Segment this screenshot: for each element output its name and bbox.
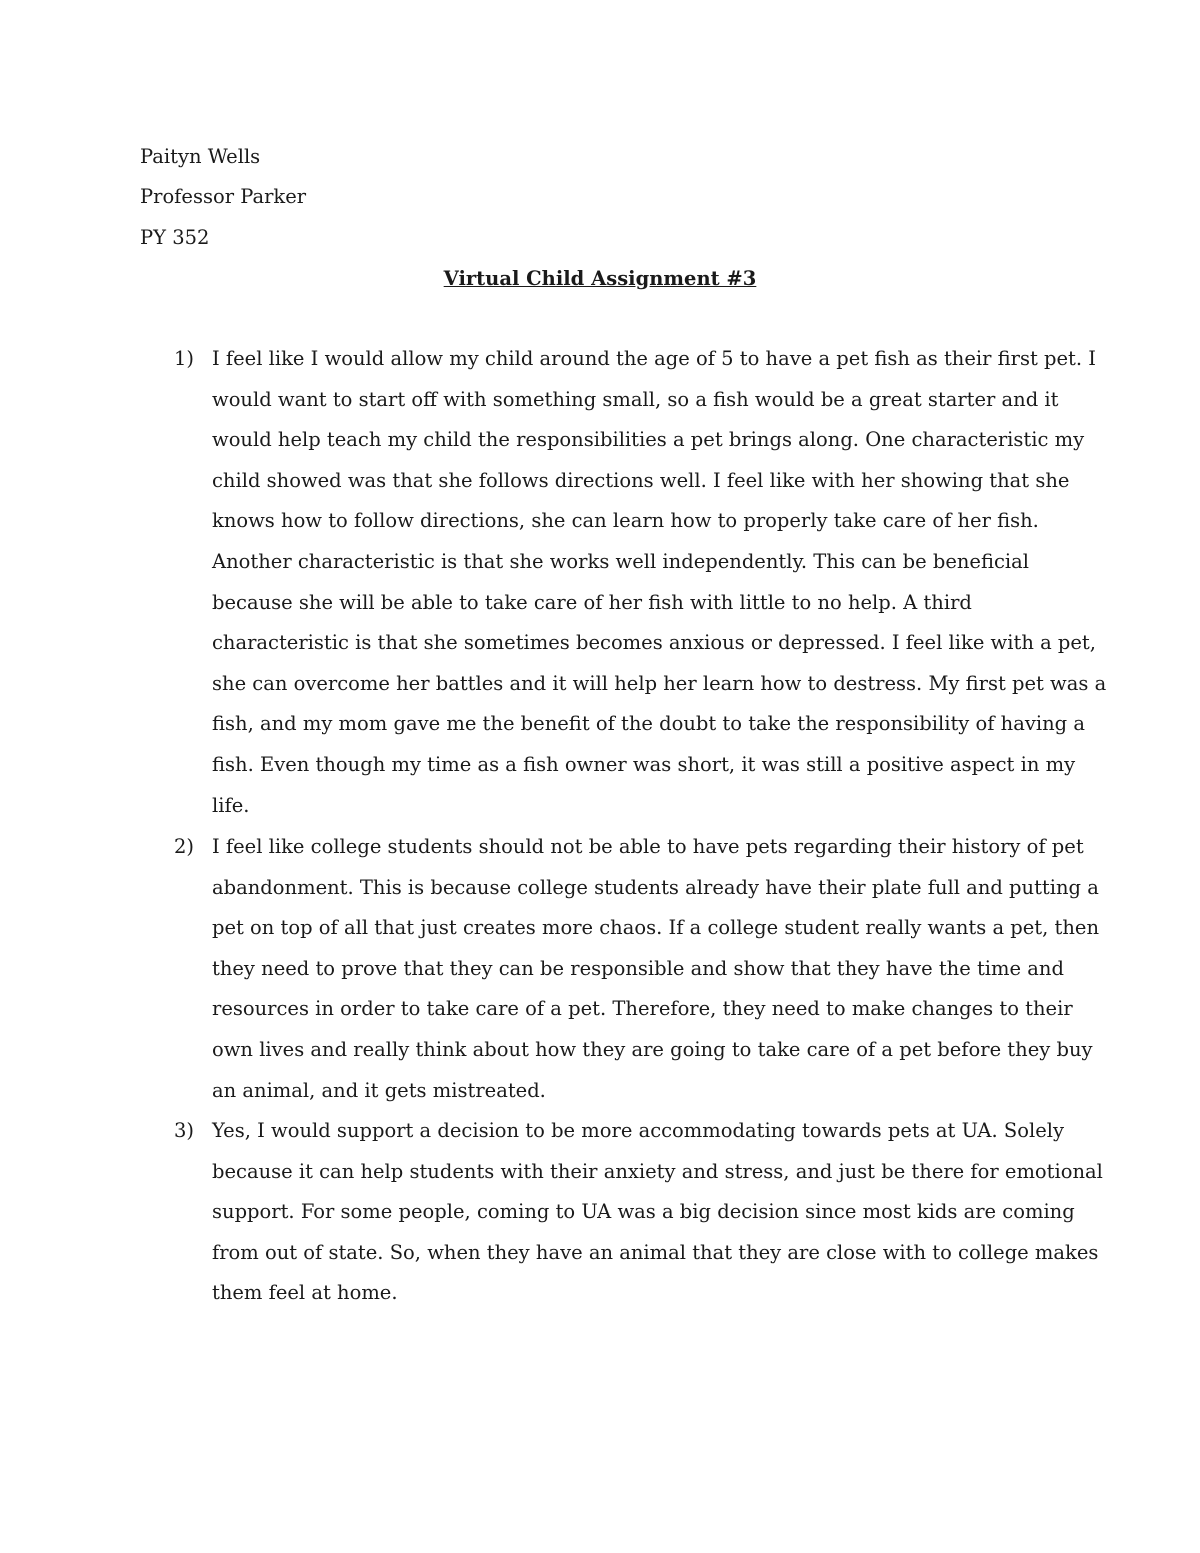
answer-line: would help teach my child the responsibilities a pet brings along. One characteristic my	[212, 428, 1085, 452]
assignment-title: Virtual Child Assignment #3	[443, 267, 757, 290]
answer-line: characteristic is that she sometimes becomes anxious or depressed. I feel like with a pet,	[212, 631, 1096, 655]
answer-line: fish. Even though my time as a fish owner was short, it was still a positive aspect in my	[212, 753, 1076, 776]
answer-line: I feel like college students should not be able to have pets regarding their history of pet	[212, 835, 1084, 858]
answer-line: from out of state. So, when they have an animal that they are close with to college makes	[212, 1240, 1099, 1264]
answer-line: fish, and my mom gave me the benefit of the doubt to take the responsibility of having a	[212, 712, 1085, 736]
answer-line: child showed was that she follows directions well. I feel like with her showing that she	[212, 468, 1070, 492]
answer-line: Yes, I would support a decision to be more accommodating towards pets at UA. Solely	[212, 1119, 1065, 1142]
answer-line: support. For some people, coming to UA was a big decision since most kids are coming	[212, 1200, 1075, 1224]
answer-line: life.	[212, 793, 250, 817]
answer-number: 1)	[174, 347, 195, 370]
answer-line: Another characteristic is that she works well independently. This can be beneficial	[212, 550, 1029, 573]
answer-line: because she will be able to take care of her fish with little to no help. A third	[212, 590, 972, 614]
answer-number: 3)	[174, 1119, 195, 1142]
answer-line: she can overcome her battles and it will help her learn how to destress. My first pet was a	[212, 671, 1107, 695]
answer-line: they need to prove that they can be responsible and show that they have the time and	[212, 956, 1064, 980]
answer-line: them feel at home.	[212, 1281, 398, 1305]
answer-line: own lives and really think about how they are going to take care of a pet before they buy	[212, 1038, 1093, 1061]
answer-line: resources in order to take care of a pet. Therefore, they need to make changes to their	[212, 997, 1073, 1021]
answer-line: knows how to follow directions, she can learn how to properly take care of her fish.	[212, 509, 1039, 533]
answer-number: 2)	[174, 835, 195, 858]
answer-line: abandonment. This is because college students already have their plate full and putting a	[212, 875, 1099, 899]
professor-name: Professor Parker	[140, 185, 307, 208]
course-code: PY 352	[140, 226, 210, 249]
answer-line: pet on top of all that just creates more chaos. If a college student really wants a pet, then	[212, 916, 1100, 940]
author-name: Paityn Wells	[140, 145, 261, 168]
answer-line: I feel like I would allow my child around the age of 5 to have a pet fish as their first pet. I	[212, 347, 1096, 370]
answer-line: because it can help students with their anxiety and stress, and just be there for emotional	[212, 1159, 1103, 1183]
answer-line: an animal, and it gets mistreated.	[212, 1078, 546, 1102]
answer-line: would want to start off with something small, so a fish would be a great starter and it	[212, 387, 1059, 411]
